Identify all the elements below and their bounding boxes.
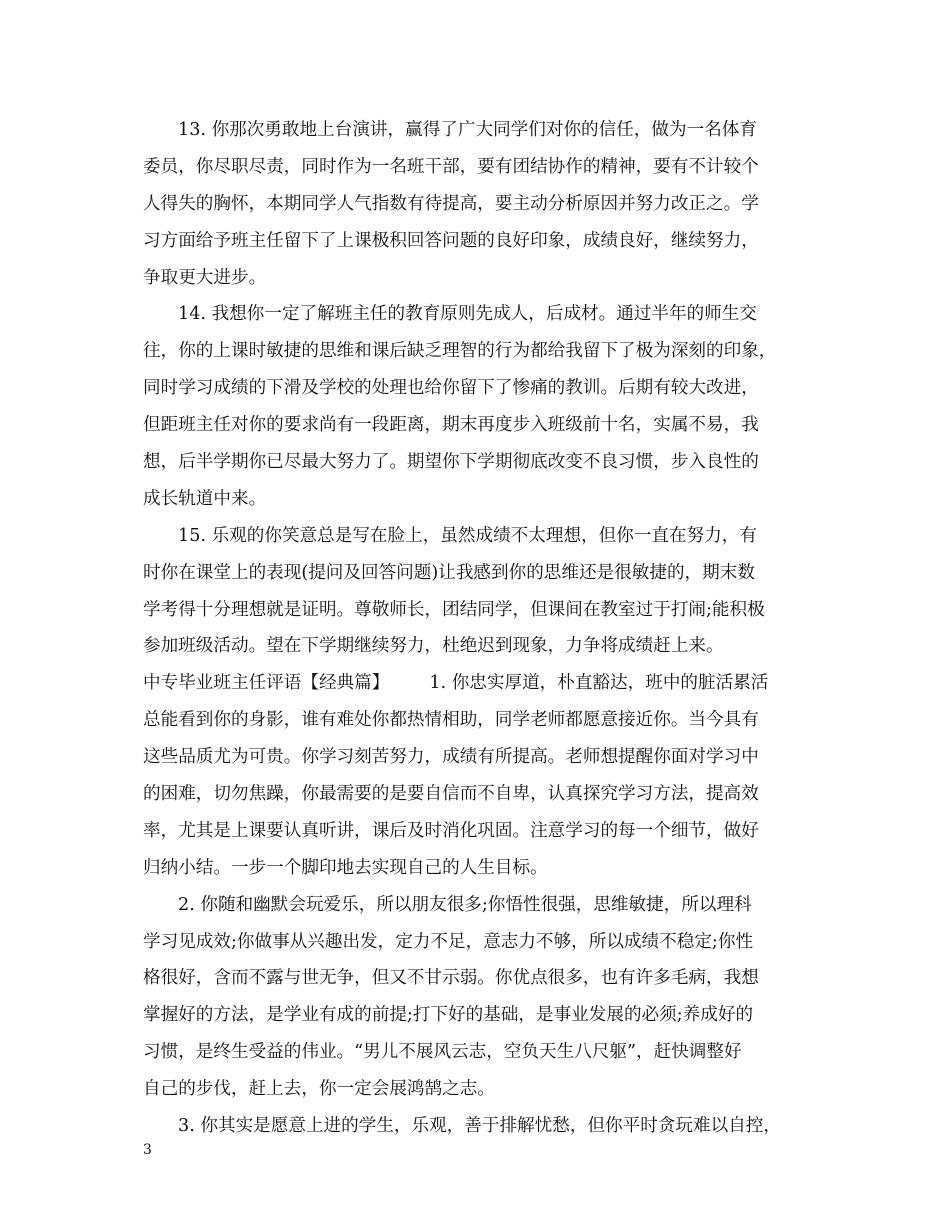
section-heading-line [143,665,823,702]
text-line: 总能看到你的身影，谁有难处你都热情相助，同学老师都愿意接近你。当今具有 [143,710,759,731]
document-body [143,112,823,1145]
text-line: 14. 我想你一定了解班主任的教育原则先成人，后成材。通过半年的师生交 [178,304,757,325]
text-line: 掌握好的方法，是学业有成的前提;打下好的基础，是事业发展的必须;养成好的 [143,1005,754,1026]
page-number: 3 [143,1142,152,1158]
text-line: 人得失的胸怀，本期同学人气指数有待提高，要主动分析原因并努力改正之。学 [143,193,759,214]
text-line: 同时学习成绩的下滑及学校的处理也给你留下了惨痛的教训。后期有较大改进， [143,378,759,399]
text-line: 时你在课堂上的表现(提问及回答问题)让我感到你的思维还是很敏捷的，期末数 [143,562,755,583]
text-line: 想，后半学期你已尽最大努力了。期望你下学期彻底改变不良习惯，步入良性的 [143,452,759,473]
text-line: 的困难，切勿焦躁，你最需要的是要自信而不自卑，认真探究学习方法，提高效 [143,784,759,805]
text-line: 委员，你尽职尽责，同时作为一名班干部，要有团结协作的精神，要有不计较个 [143,156,759,177]
text-line: 归纳小结。一步一个脚印地去实现自己的人生目标。 [143,857,548,878]
text-line: 2. 你随和幽默会玩爱乐，所以朋友很多;你悟性很强，思维敏捷，所以理科 [178,894,752,915]
text-line: 习方面给予班主任留下了上课极积回答问题的良好印象，成绩良好，继续努力， [143,230,759,251]
section-heading: 中专毕业班主任评语【经典篇】 [143,673,390,694]
text-line: 格很好，含而不露与世无争，但又不甘示弱。你优点很多，也有许多毛病，我想 [143,968,759,989]
text-line: 3. 你其实是愿意上进的学生，乐观，善于排解忧愁，但你平时贪玩难以自控， [178,1116,781,1137]
text-line: 成长轨道中来。 [143,488,267,509]
text-line: 率，尤其是上课要认真听讲，课后及时消化巩固。注意学习的每一个细节，做好 [143,820,759,841]
text-line: 学考得十分理想就是证明。尊敬师长，团结同学，但课间在教室过于打闹;能积极 [143,599,765,620]
text-line: 13. 你那次勇敢地上台演讲，赢得了广大同学们对你的信任，做为一名体育 [178,120,757,140]
text-line: 15. 乐观的你笑意总是写在脸上，虽然成绩不太理想，但你一直在努力，有 [178,525,757,546]
text-line: 学习见成效;你做事从兴趣出发，定力不足，意志力不够，所以成绩不稳定;你性 [143,931,754,952]
text-line: 但距班主任对你的要求尚有一段距离，期末再度步入班级前十名，实属不易，我 [143,415,759,436]
text-line: 参加班级活动。望在下学期继续努力，杜绝迟到现象，力争将成绩赶上来。 [143,636,724,657]
text-line: 这些品质尤为可贵。你学习刻苦努力，成绩有所提高。老师想提醒你面对学习中 [143,747,759,768]
text-line: 往，你的上课时敏捷的思维和课后缺乏理智的行为都给我留下了极为深刻的印象， [143,341,777,362]
paragraph-start: 1. 你忠实厚道，朴直豁达，班中的脏活累活 [429,673,769,694]
text-line: 自己的步伐，赶上去，你一定会展鸿鹄之志。 [143,1079,495,1100]
text-line: 争取更大进步。 [143,267,267,288]
text-line: 习惯，是终生受益的伟业。“男儿不展风云志，空负天生八尺躯”，赶快调整好 [143,1042,742,1063]
